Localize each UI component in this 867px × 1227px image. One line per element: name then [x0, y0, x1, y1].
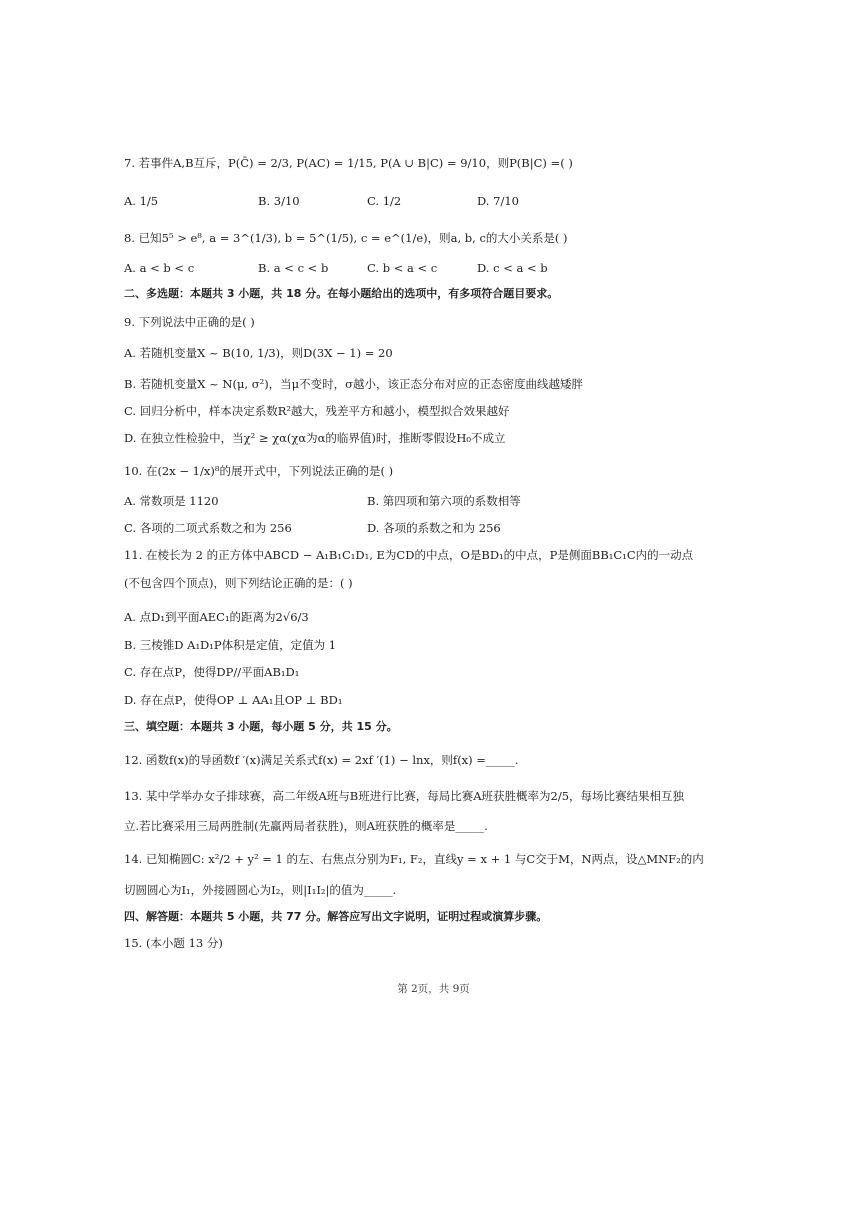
q7-option-c: C. 1/2 — [367, 194, 402, 208]
q11-option-d: D. 存在点P，使得OP ⊥ AA₁且OP ⊥ BD₁ — [124, 693, 343, 707]
q15-heading: 15. (本小题 13 分) — [124, 936, 223, 950]
q8-stem: 8. 已知5⁵ > e⁸, a = 3^(1/3), b = 5^(1/5), c = e^(1/e)，则a, b, c的大小关系是( ) — [124, 231, 568, 245]
q7-option-a: A. 1/5 — [124, 194, 159, 208]
q9-option-c: C. 回归分析中，样本决定系数R²越大，残差平方和越小，模型拟合效果越好 — [124, 404, 510, 418]
q14-line1: 14. 已知椭圆C: x²/2 + y² = 1 的左、右焦点分别为F₁, F₂，直线y = x + 1 与C交于M，N两点，设△MNF₂的内 — [124, 852, 704, 866]
q11-stem-line1: 11. 在棱长为 2 的正方体中ABCD − A₁B₁C₁D₁, E为CD的中点，O是BD₁的中点，P是侧面BB₁C₁C内的一动点 — [124, 548, 694, 562]
q10-option-b: B. 第四项和第六项的系数相等 — [367, 494, 521, 508]
q11-stem-line2: (不包含四个顶点)，则下列结论正确的是：( ) — [124, 576, 353, 590]
q10-option-d: D. 各项的系数之和为 256 — [367, 521, 501, 535]
q11-option-c: C. 存在点P，使得DP//平面AB₁D₁ — [124, 665, 300, 679]
q10-stem: 10. 在(2x − 1/x)⁸的展开式中，下列说法正确的是( ) — [124, 464, 394, 478]
q9-stem: 9. 下列说法中正确的是( ) — [124, 315, 255, 329]
q14-line2: 切圆圆心为I₁，外接圆圆心为I₂，则|I₁I₂|的值为_____. — [124, 883, 397, 897]
section-2-heading: 二、多选题：本题共 3 小题，共 18 分。在每小题给出的选项中，有多项符合题目要求。 — [124, 287, 559, 300]
section-4-heading: 四、解答题：本题共 5 小题，共 77 分。解答应写出文字说明，证明过程或演算步骤。 — [124, 910, 548, 923]
q13-line1: 13. 某中学举办女子排球赛，高二年级A班与B班进行比赛，每局比赛A班获胜概率为2/5，每场比赛结果相互独 — [124, 789, 685, 803]
q8-option-a: A. a < b < c — [124, 261, 195, 275]
q8-option-b: B. a < c < b — [258, 261, 329, 275]
q8-option-c: C. b < a < c — [367, 261, 438, 275]
q13-line2: 立.若比赛采用三局两胜制(先赢两局者获胜)，则A班获胜的概率是_____. — [124, 819, 488, 833]
q9-option-d: D. 在独立性检验中，当χ² ≥ χα(χα为α的临界值)时，推断零假设H₀不成立 — [124, 431, 506, 445]
q11-option-b: B. 三棱锥D A₁D₁P体积是定值，定值为 1 — [124, 638, 337, 652]
q9-option-b: B. 若随机变量X ~ N(μ, σ²)，当μ不变时，σ越小，该正态分布对应的正态密度曲线越矮胖 — [124, 377, 583, 391]
q12-text: 12. 函数f(x)的导函数f ′(x)满足关系式f(x) = 2xf ′(1) − lnx，则f(x) =_____. — [124, 753, 519, 767]
q10-option-c: C. 各项的二项式系数之和为 256 — [124, 521, 292, 535]
q7-stem: 7. 若事件A,B互斥，P(C̄) = 2/3, P(AC) = 1/15, P(A ∪ B|C) = 9/10，则P(B|C) =( ) — [124, 156, 573, 170]
page-footer: 第 2页，共 9页 — [397, 983, 470, 995]
q8-option-d: D. c < a < b — [477, 261, 548, 275]
q7-option-d: D. 7/10 — [477, 194, 519, 208]
q11-option-a: A. 点D₁到平面AEC₁的距离为2√6/3 — [124, 610, 309, 624]
q9-option-a: A. 若随机变量X ~ B(10, 1/3)，则D(3X − 1) = 20 — [124, 346, 393, 360]
q7-option-b: B. 3/10 — [258, 194, 300, 208]
q10-option-a: A. 常数项是 1120 — [124, 494, 219, 508]
section-3-heading: 三、填空题：本题共 3 小题，每小题 5 分，共 15 分。 — [124, 720, 398, 733]
